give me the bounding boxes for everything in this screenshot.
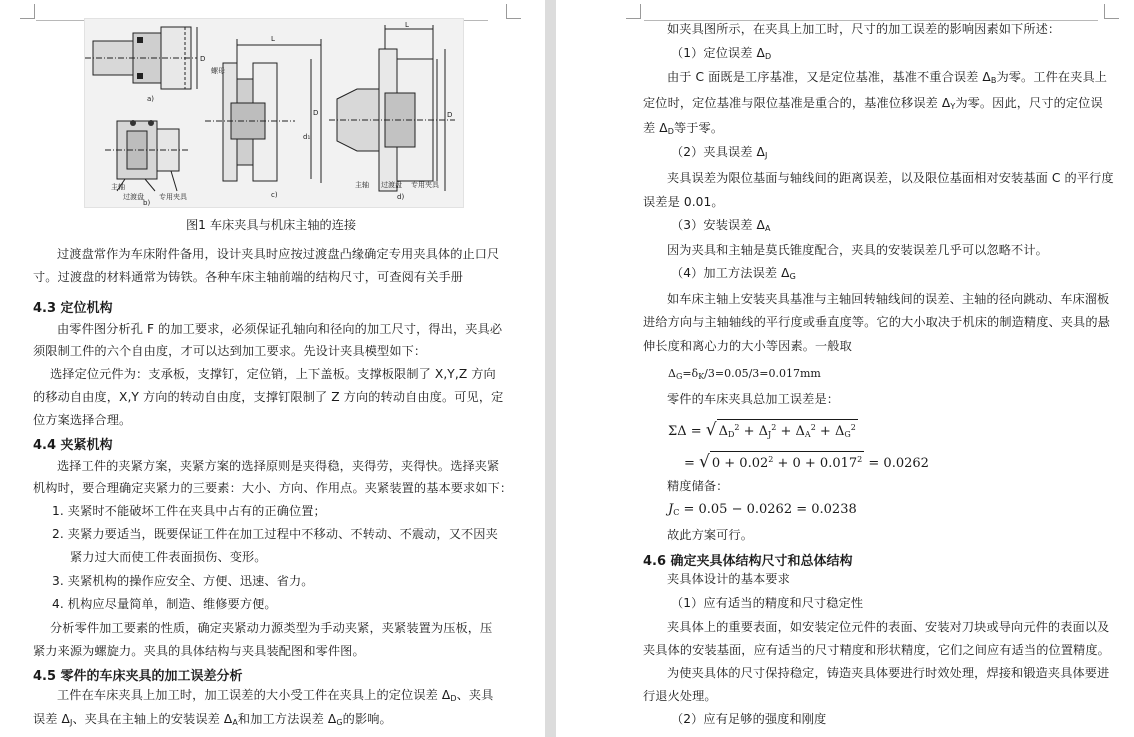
list-item: 3. 夹紧机构的操作应安全、方便、迅速、省力。 xyxy=(52,574,314,588)
left-page xyxy=(0,0,545,737)
label-c: c) xyxy=(271,191,278,199)
label-guoduopan-d: 过渡盘 xyxy=(381,181,402,189)
subheading: 夹具体设计的基本要求 xyxy=(667,572,790,586)
paragraph-line: 因为夹具和主轴是莫氏锥度配合，夹具的安装误差几乎可以忽略不计。 xyxy=(667,243,1048,257)
list-item: 4. 机构应尽量简单，制造、维修要方便。 xyxy=(52,597,277,611)
formula-total-value: = √ $0 + 0.02^2 + 0 + 0.017^2 = 0.0262$ xyxy=(684,452,929,472)
label-zhuzhou-d: 主轴 xyxy=(355,181,369,189)
label-L-c: L xyxy=(271,35,275,43)
label-b: b) xyxy=(143,199,151,207)
label-D-a: D xyxy=(200,55,206,63)
label-guoduopan-b: 过渡盘 xyxy=(123,193,144,201)
item-heading: （3）安装误差 ΔA xyxy=(671,218,771,233)
right-page xyxy=(556,0,1134,737)
paragraph-line: 寸。过渡盘的材料通常为铸铁。各种车床主轴前端的结构尺寸，可查阅有关手册 xyxy=(33,270,464,284)
paragraph-line: 过渡盘常作为车床附件备用，设计夹具时应按过渡盘凸缘确定专用夹具体的止口尺 xyxy=(57,247,500,261)
list-item: 1. 夹紧时不能破坏工件在夹具中占有的正确位置； xyxy=(52,504,326,518)
item-heading: （4）加工方法误差 ΔG xyxy=(671,266,796,281)
paragraph-line: 夹具体的安装基面，应有适当的尺寸精度和形状精度，它们之间应有适当的位置精度。 xyxy=(643,643,1110,657)
list-item: 紧力过大而使工件表面损伤、变形。 xyxy=(70,550,267,564)
figure-fixture-spindle xyxy=(84,18,464,208)
crop-mark xyxy=(506,4,521,19)
label-d: d) xyxy=(397,193,405,201)
paragraph-line: 须限制工件的六个自由度，才可以达到加工要求。先设计夹具模型如下： xyxy=(33,344,427,358)
paragraph-line: 由零件图分析孔 F 的加工要求，必须保证孔轴向和径向的加工尺寸，得出，夹具必 xyxy=(57,322,503,336)
paragraph-line: 紧力来源为螺旋力。夹具的具体结构与夹具装配图和零件图。 xyxy=(33,644,365,658)
item-heading: （2）应有足够的强度和刚度 xyxy=(671,712,827,726)
section-heading-4-3: 4.3 定位机构 xyxy=(33,301,113,316)
paragraph-line: 误差 ΔJ、夹具在主轴上的安装误差 ΔA和加工方法误差 ΔG的影响。 xyxy=(33,712,392,727)
label-D-d: D xyxy=(447,111,453,119)
paragraph-line: 误差是 0.01。 xyxy=(643,195,724,209)
section-heading-4-6: 4.6 确定夹具体结构尺寸和总体结构 xyxy=(643,554,853,569)
page-gutter xyxy=(545,0,556,737)
label-zhuanyong-d: 专用夹具 xyxy=(411,181,439,189)
section-heading-4-4: 4.4 夹紧机构 xyxy=(33,438,113,453)
paragraph-line: 夹具误差为限位基面与轴线间的距离误差，以及限位基面相对安装基面 C 的平行度 xyxy=(667,171,1114,185)
label-luomu: 螺母 xyxy=(211,67,225,75)
label-a: a) xyxy=(147,95,155,103)
formula-reserve: $J_C = 0.05 - 0.0262 = 0.0238$ xyxy=(668,502,857,517)
paragraph-line: 分析零件加工要素的性质，确定夹紧动力源类型为手动夹紧，夹紧装置为压板，压 xyxy=(50,621,493,635)
label-d1-c: d₁ xyxy=(303,133,311,141)
item-heading: （2）夹具误差 ΔJ xyxy=(671,145,768,160)
paragraph-line: 工件在车床夹具上加工时，加工误差的大小受工件在夹具上的定位误差 ΔD、夹具 xyxy=(57,688,494,703)
paragraph-line: 选择工件的夹紧方案，夹紧方案的选择原则是夹得稳，夹得劳，夹得快。选择夹紧 xyxy=(57,459,500,473)
paragraph-line: 如夹具图所示，在夹具上加工时，尺寸的加工误差的影响因素如下所述： xyxy=(667,22,1061,36)
paragraph-line: 行退火处理。 xyxy=(643,689,717,703)
fixture-drawing xyxy=(85,19,463,207)
label-zhuzhou-b: 主轴 xyxy=(111,183,125,191)
formula-total-error: ΣΔ = √ $\Delta_D^2 + \Delta_J^2 + \Delta_A^2 + \Delta_G^2$ xyxy=(668,419,858,443)
paragraph-line: 的移动自由度，X,Y 方向的转动自由度，支撑钉限制了 Z 方向的转动自由度。可见，定 xyxy=(33,390,504,404)
formula-delta-g: $\Delta_G=\delta_K/3=0.05/3=0.017mm$ xyxy=(668,367,821,381)
list-item: 2. 夹紧力要适当，既要保证工件在加工过程中不移动、不转动、不震动，又不因夹 xyxy=(52,527,498,541)
paragraph-line: 伸长度和离心力的大小等因素。一般取 xyxy=(643,339,852,353)
paragraph-line: 机构时，要合理确定夹紧力的三要素：大小、方向、作用点。夹紧装置的基本要求如下： xyxy=(33,481,513,495)
crop-mark xyxy=(1104,4,1119,19)
crop-mark xyxy=(626,4,641,19)
paragraph-line: 差 ΔD等于零。 xyxy=(643,121,724,136)
paragraph-line: 如车床主轴上安装夹具基准与主轴回转轴线间的误差、主轴的径向跳动、车床溜板 xyxy=(667,292,1110,306)
item-heading: （1）定位误差 ΔD xyxy=(671,46,772,61)
crop-mark xyxy=(20,4,35,19)
paragraph-line: 为使夹具体的尺寸保持稳定，铸造夹具体要进行时效处理，焊接和锻造夹具体要进 xyxy=(667,666,1110,680)
item-heading: （1）应有适当的精度和尺寸稳定性 xyxy=(671,596,864,610)
paragraph-line: 定位时，定位基准与限位基准是重合的，基准位移误差 ΔY为零。因此，尺寸的定位误 xyxy=(643,96,1103,111)
section-heading-4-5: 4.5 零件的车床夹具的加工误差分析 xyxy=(33,669,243,684)
paragraph-line: 精度储备： xyxy=(667,479,729,493)
figure-caption: 图1 车床夹具与机床主轴的连接 xyxy=(186,218,357,232)
label-L-d: L xyxy=(405,21,409,29)
paragraph-line: 由于 C 面既是工序基准，又是定位基准，基准不重合误差 ΔB为零。工件在夹具上 xyxy=(667,70,1108,85)
paragraph-line: 零件的车床夹具总加工误差是： xyxy=(667,392,840,406)
paragraph-line: 位方案选择合理。 xyxy=(33,413,132,427)
label-D-c: D xyxy=(313,109,319,117)
paragraph-line: 夹具体上的重要表面，如安装定位元件的表面、安装对刀块或导向元件的表面以及 xyxy=(667,620,1110,634)
paragraph-line: 选择定位元件为：支承板，支撑钉，定位销，上下盖板。支撑板限制了 X,Y,Z 方向 xyxy=(50,367,496,381)
paragraph-line: 进给方向与主轴轴线的平行度或垂直度等。它的大小取决于机床的制造精度、夹具的悬 xyxy=(643,315,1110,329)
paragraph-line: 故此方案可行。 xyxy=(667,528,754,542)
label-zhuanyong-b: 专用夹具 xyxy=(159,193,187,201)
